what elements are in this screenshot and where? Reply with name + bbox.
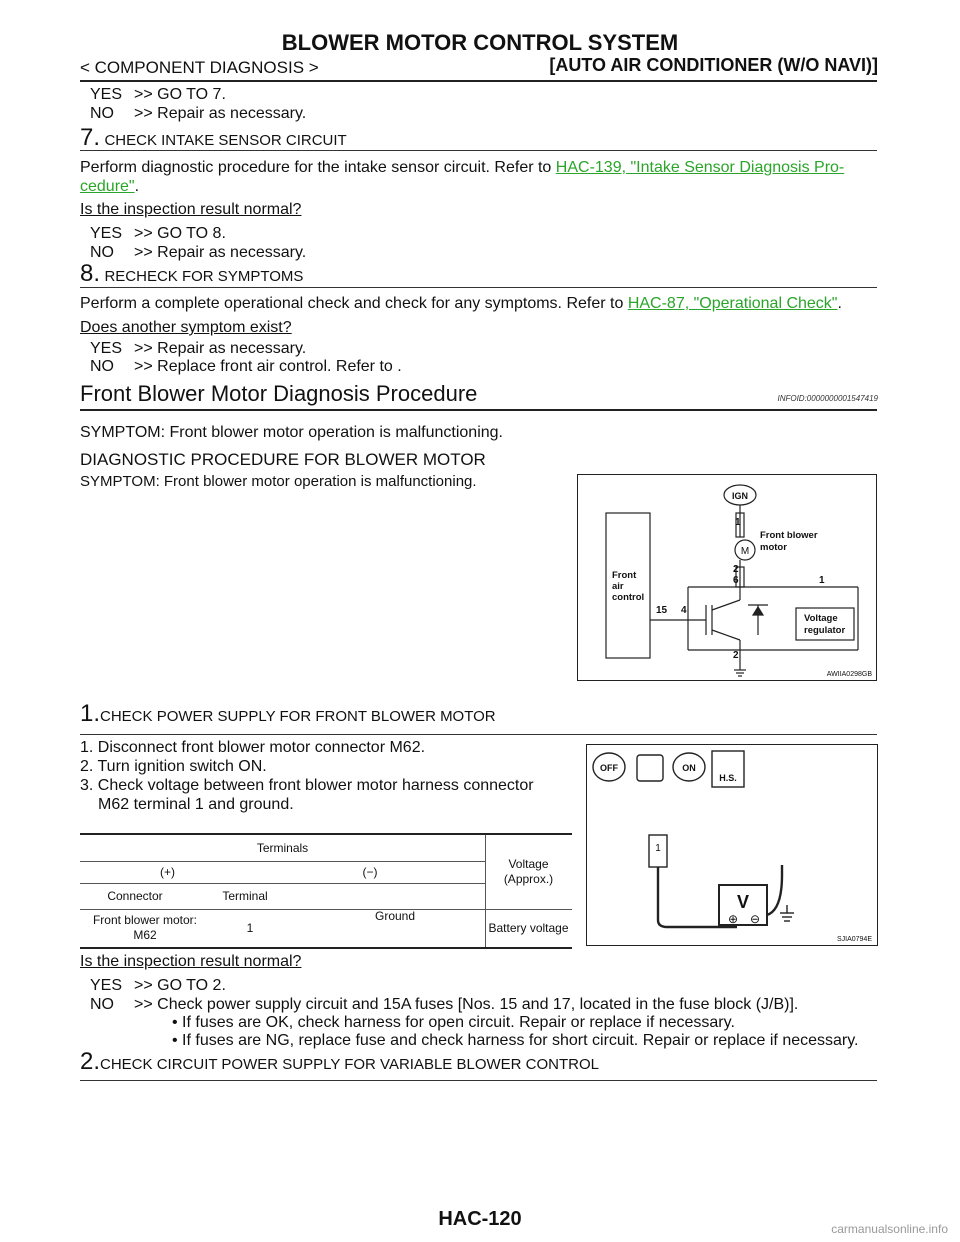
pin-label-2: 2	[733, 564, 739, 575]
step1-item-2: 2. Turn ignition switch ON.	[80, 758, 267, 775]
procedure-title: Front Blower Motor Diagnosis Procedure	[80, 381, 478, 406]
ign-label: IGN	[731, 491, 749, 501]
step7-yes-row: YES >> GO TO 8.	[90, 225, 226, 242]
step7-link[interactable]: HAC-139, "Intake Sensor Diagnosis Pro-	[555, 159, 845, 176]
pin-label-1: 1	[735, 517, 741, 528]
pin-label-4: 4	[681, 605, 687, 616]
symptom-text-2: SYMPTOM: Front blower motor operation is malfunctioning.	[80, 473, 477, 490]
step7-text: Perform diagnostic procedure for the intake sensor circuit. Refer to HAC-139, "Intake Sensor Diagnosis Pro- cedure".	[80, 159, 845, 195]
step1-yes-row: YES >> GO TO 2.	[90, 977, 226, 994]
pin-label-15: 15	[656, 605, 668, 616]
step2-heading: 2.CHECK CIRCUIT POWER SUPPLY FOR VARIABLE BLOWER CONTROL	[80, 1048, 599, 1075]
watermark: carmanualsonline.info	[831, 1222, 948, 1236]
page-number: HAC-120	[438, 1208, 522, 1230]
step1-rule	[80, 734, 877, 735]
step1-item-3-cont: M62 terminal 1 and ground.	[98, 796, 294, 813]
step8-rule	[80, 287, 877, 288]
table-connector-cell: Front blower motor: M62	[92, 913, 198, 942]
step7-heading: 7. CHECK INTAKE SENSOR CIRCUIT	[80, 124, 347, 151]
motor-label-2: motor	[760, 542, 787, 553]
procedure-subtitle: DIAGNOSTIC PROCEDURE FOR BLOWER MOTOR	[80, 450, 486, 469]
breadcrumb: < COMPONENT DIAGNOSIS >	[80, 58, 319, 77]
step8-link[interactable]: HAC-87, "Operational Check"	[627, 295, 838, 312]
control-label-1: Front	[612, 570, 637, 581]
step7-rule	[80, 150, 877, 151]
voltage-table	[80, 833, 572, 949]
prev-yes-row: YES >> GO TO 7.	[90, 86, 226, 103]
step8-question: Does another symptom exist?	[80, 319, 292, 336]
pin-label-6: 6	[733, 575, 739, 586]
wiring-diagram-svg	[578, 475, 876, 680]
off-label: OFF	[600, 763, 618, 773]
symptom-text: SYMPTOM: Front blower motor operation is malfunctioning.	[80, 424, 503, 441]
step2-rule	[80, 1080, 877, 1081]
on-label: ON	[682, 763, 696, 773]
step1-bullet-2: • If fuses are NG, replace fuse and check harness for short circuit. Repair or replace if necessary.	[172, 1032, 859, 1049]
table-terminals-header: Terminals	[256, 841, 309, 855]
step1-bullet-1: • If fuses are OK, check harness for open circuit. Repair or replace if necessary.	[172, 1014, 735, 1031]
step8-no-row: NO >> Replace front air control. Refer to .	[90, 358, 402, 375]
control-label-2: air	[612, 581, 624, 592]
step7-link-cont[interactable]: cedure"	[80, 178, 135, 195]
hs-label: H.S.	[719, 773, 737, 783]
info-id: INFOID:0000000001547419	[777, 394, 878, 403]
voltmeter-label: V	[736, 892, 750, 912]
regulator-label-1: Voltage	[804, 613, 838, 624]
step1-item-1: 1. Disconnect front blower motor connector M62.	[80, 739, 426, 756]
table-voltage-cell: Battery voltage	[488, 921, 569, 935]
page-title: BLOWER MOTOR CONTROL SYSTEM	[281, 30, 679, 55]
pin-label: 1	[655, 843, 661, 854]
diagram2-caption: SJIA0794E	[836, 936, 872, 943]
meter-diagram-svg	[587, 745, 877, 945]
minus-terminal: ⊖	[749, 912, 761, 926]
probe-wire-black	[767, 865, 782, 915]
control-label-3: control	[612, 592, 645, 603]
table-terminal-header: Terminal	[222, 889, 268, 903]
wiring-diagram	[577, 474, 877, 681]
step8-text: Perform a complete operational check and check for any symptoms. Refer to HAC-87, "Operational Check".	[80, 295, 842, 312]
step7-question: Is the inspection result normal?	[80, 201, 302, 218]
motor-m-label: M	[740, 546, 750, 557]
motor-label-1: Front blower	[760, 530, 818, 541]
step1-no-row: NO >> Check power supply circuit and 15A fuses [Nos. 15 and 17, located in the fuse block (J/B)].	[90, 996, 799, 1013]
step8-yes-row: YES >> Repair as necessary.	[90, 340, 307, 357]
step1-heading: 1.CHECK POWER SUPPLY FOR FRONT BLOWER MOTOR	[80, 700, 496, 727]
step7-no-row: NO >> Repair as necessary.	[90, 244, 307, 261]
connector-icon	[637, 755, 663, 781]
table-connector-header: Connector	[107, 889, 163, 903]
section-label: [AUTO AIR CONDITIONER (W/O NAVI)]	[549, 55, 878, 75]
prev-no-row: NO >> Repair as necessary.	[90, 105, 307, 122]
header-rule	[80, 80, 877, 82]
table-terminal-cell: 1	[246, 921, 254, 935]
table-minus-header: (−)	[362, 865, 378, 879]
procedure-rule	[80, 409, 877, 411]
step1-item-3: 3. Check voltage between front blower motor harness connector	[80, 777, 534, 794]
plus-terminal: ⊕	[727, 912, 739, 926]
table-ground-cell: Ground	[374, 909, 416, 923]
step8-heading: 8. RECHECK FOR SYMPTOMS	[80, 260, 304, 287]
pin-label-1b: 1	[819, 575, 825, 586]
table-plus-header: (+)	[160, 865, 175, 879]
regulator-label-2: regulator	[804, 625, 846, 636]
diagram1-caption: AWIIA0298GB	[826, 671, 872, 678]
meter-diagram	[586, 744, 878, 946]
table-voltage-header: Voltage (Approx.)	[503, 857, 554, 886]
probe-wire-red	[658, 867, 737, 927]
pin-label-2b: 2	[733, 650, 739, 661]
step1-question: Is the inspection result normal?	[80, 953, 302, 970]
